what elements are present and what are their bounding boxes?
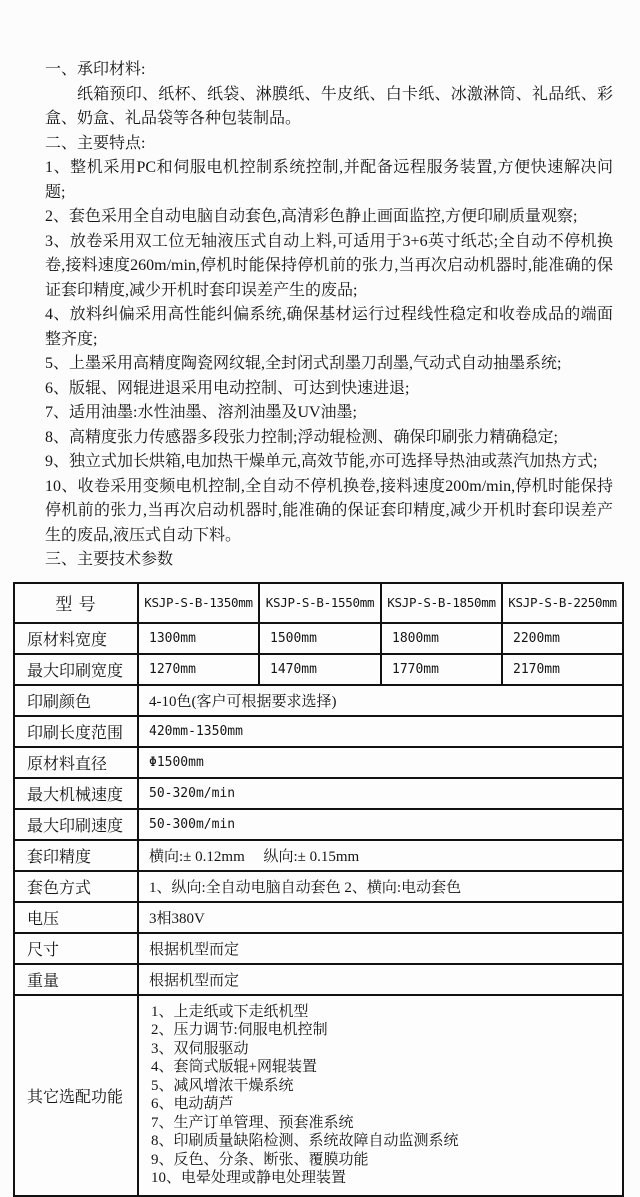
spec-row	[14, 902, 623, 933]
option-line: 3、双伺服驱动	[151, 1040, 249, 1057]
spec-options-cell	[138, 995, 623, 1196]
spec-value-span: 420mm-1350mm	[138, 716, 623, 747]
spec-row	[14, 778, 623, 809]
feature-item: 9、独立式加长烘箱,电加热干燥单元,高效节能,亦可选择导热油或蒸汽加热方式;	[45, 453, 598, 470]
features-list	[45, 156, 613, 548]
feature-item: 5、上墨采用高精度陶瓷网纹辊,全封闭式刮墨刀刮墨,气动式自动抽墨系统;	[45, 355, 562, 372]
spec-row-label: 原材料直径	[14, 747, 138, 778]
spec-value: 1800mm	[381, 623, 502, 654]
feature-item: 2、套色采用全自动电脑自动套色,高清彩色静止画面监控,方便印刷质量观察;	[45, 208, 578, 225]
spec-row-label: 套色方式	[14, 871, 138, 902]
spec-value: 1500mm	[259, 623, 381, 654]
spec-value: 2200mm	[502, 623, 623, 654]
spec-row	[14, 654, 623, 685]
spec-value-span: 3相380V	[138, 902, 623, 933]
spec-value-span: 50-300m/min	[138, 809, 623, 840]
spec-row	[14, 685, 623, 716]
spec-value: 1270mm	[138, 654, 259, 685]
spec-row-label: 原材料宽度	[14, 623, 138, 654]
feature-item: 4、放料纠偏采用高性能纠偏系统,确保基材运行过程线性稳定和收卷成品的端面整齐度;	[45, 306, 613, 348]
option-line: 2、压力调节:伺服电机控制	[151, 1022, 328, 1038]
spec-row-label: 印刷颜色	[14, 685, 138, 716]
spec-row-label: 最大印刷宽度	[14, 654, 138, 685]
option-line: 4、套筒式版辊+网辊装置	[151, 1059, 317, 1075]
feature-item: 3、放卷采用双工位无轴液压式自动上料,可适用于3+6英寸纸芯;全自动不停机换卷,接料速度260m/min,停机时能保持停机前的张力,当再次启动机器时,能准确的保证套印精度,减少开机时套印误差产生的废品;	[45, 232, 613, 299]
option-line: 9、反色、分条、断张、覆膜功能	[151, 1151, 369, 1168]
spec-value-span: 1、纵向:全自动电脑自动套色 2、横向:电动套色	[138, 871, 623, 902]
spec-value-span: 横向:± 0.12mm 纵向:± 0.15mm	[138, 840, 623, 871]
spec-row	[14, 964, 623, 995]
spec-col-header-model: KSJP-S-B-1350mm	[138, 583, 259, 623]
section-heading-features: 二、主要特点:	[45, 134, 146, 152]
specs-table	[13, 582, 624, 1197]
option-line: 10、电晕处理或静电处理装置	[151, 1170, 347, 1186]
spec-row	[14, 871, 623, 902]
option-line: 7、生产订单管理、预套准系统	[151, 1114, 354, 1131]
spec-row	[14, 747, 623, 778]
spec-row	[14, 995, 623, 1196]
option-line: 5、减风增浓干燥系统	[151, 1077, 294, 1094]
feature-item: 8、高精度张力传感器多段张力控制;浮动辊检测、确保印刷张力精确稳定;	[45, 428, 558, 446]
section-heading-materials: 一、承印材料:	[45, 61, 146, 78]
spec-value: 1770mm	[381, 654, 502, 685]
option-line: 1、上走纸或下走纸机型	[151, 1003, 309, 1020]
spec-row-label: 最大印刷速度	[14, 809, 138, 840]
spec-value: 2170mm	[502, 654, 623, 685]
spec-row-label: 重量	[14, 964, 138, 995]
spec-col-header-model: KSJP-S-B-1850mm	[381, 583, 502, 623]
spec-row-label: 尺寸	[14, 933, 138, 964]
spec-value-span: Φ1500mm	[138, 747, 623, 778]
section-heading-specs: 三、主要技术参数	[45, 551, 174, 568]
spec-row-label: 套印精度	[14, 840, 138, 871]
option-line: 8、印刷质量缺陷检测、系统故障自动监测系统	[151, 1133, 459, 1149]
materials-paragraph: 纸箱预印、纸杯、纸袋、淋膜纸、牛皮纸、白卡纸、冰激淋筒、礼品纸、彩盒、奶盒、礼品袋等各种包装制品。	[45, 85, 613, 127]
document-text	[45, 58, 613, 573]
spec-value-span: 4-10色(客户可根据要求选择)	[138, 685, 623, 716]
feature-item: 6、版辊、网辊进退采用电动控制、可达到快速进退;	[45, 379, 410, 397]
spec-row-label: 印刷长度范围	[14, 716, 138, 747]
spec-value-span: 根据机型而定	[138, 933, 623, 964]
feature-item: 1、整机采用PC和伺服电机控制系统控制,并配备远程服务装置,方便快速解决问题;	[45, 159, 613, 201]
spec-row	[14, 716, 623, 747]
spec-col-header-model: KSJP-S-B-2250mm	[502, 583, 623, 623]
spec-col-header-model: KSJP-S-B-1550mm	[259, 583, 381, 623]
spec-row	[14, 933, 623, 964]
feature-item: 7、适用油墨:水性油墨、溶剂油墨及UV油墨;	[45, 404, 358, 421]
spec-row	[14, 809, 623, 840]
spec-row-label: 其它选配功能	[14, 995, 138, 1196]
spec-value-span: 50-320m/min	[138, 778, 623, 809]
feature-item: 10、收卷采用变频电机控制,全自动不停机换卷,接料速度200m/min,停机时能保持停机前的张力,当再次启动机器时,能准确的保证套印精度,减少开机时套印误差产生的废品,液压式自动下料。	[45, 477, 613, 544]
spec-value: 1470mm	[259, 654, 381, 685]
spec-row	[14, 623, 623, 654]
spec-col-header-model-label: 型 号	[14, 583, 138, 623]
spec-row-label: 电压	[14, 902, 138, 933]
spec-value: 1300mm	[138, 623, 259, 654]
spec-row	[14, 840, 623, 871]
specs-header-row	[14, 583, 623, 623]
option-line: 6、电动葫芦	[151, 1096, 234, 1112]
spec-row-label: 最大机械速度	[14, 778, 138, 809]
spec-value-span: 根据机型而定	[138, 964, 623, 995]
